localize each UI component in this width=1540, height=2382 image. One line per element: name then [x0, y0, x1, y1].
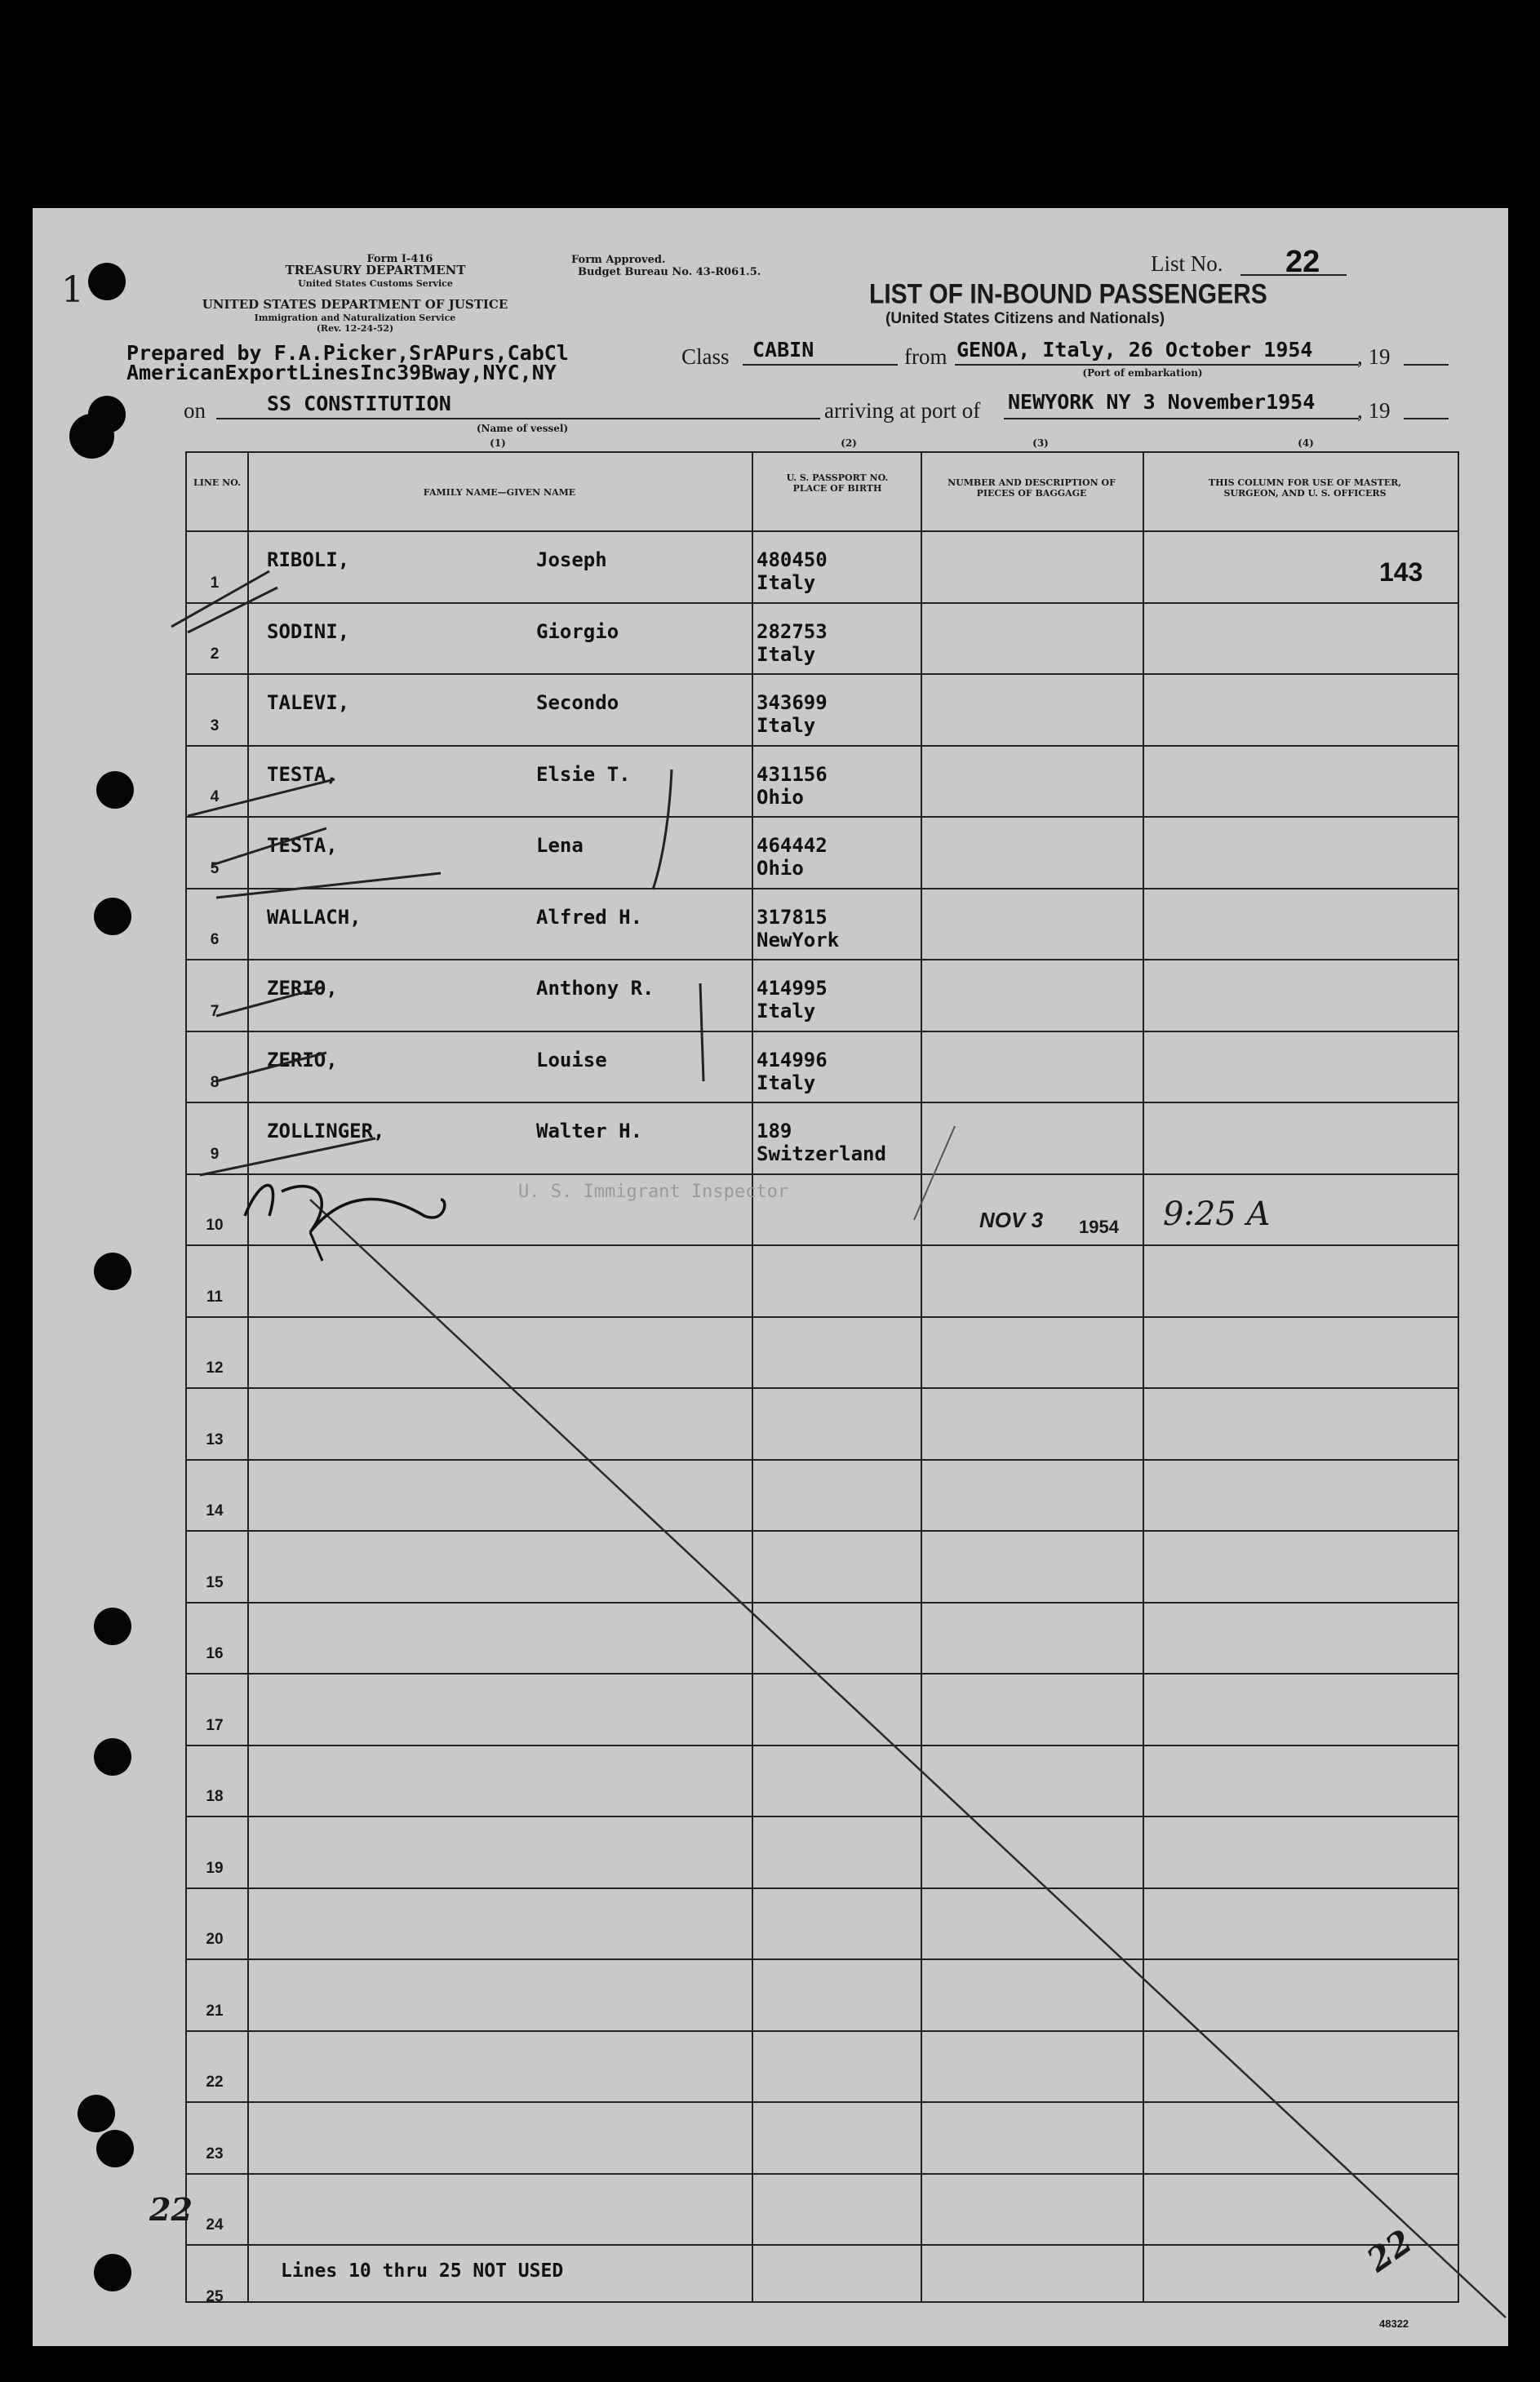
on-label: on	[184, 398, 206, 423]
column-4-number: (4)	[1298, 437, 1314, 449]
page-title: LIST OF IN-BOUND PASSENGERS	[869, 278, 1267, 310]
given-name: Walter H.	[536, 1120, 643, 1142]
page-subtitle: (United States Citizens and Nationals)	[885, 310, 1165, 327]
vessel-caption: (Name of vessel)	[476, 423, 569, 434]
form-number: Form I-416	[366, 253, 433, 265]
line-number: 24	[206, 2216, 224, 2233]
given-name: Joseph	[536, 548, 607, 571]
place-of-birth: Italy	[757, 1000, 816, 1022]
form-approved: Form Approved.	[571, 254, 666, 266]
family-name: ZERIO,	[267, 977, 338, 1000]
family-name: TESTA,	[267, 762, 338, 786]
date-stamp: NOV 3	[979, 1208, 1044, 1232]
header-baggage: NUMBER AND DESCRIPTION OF PIECES OF BAGGAGE	[948, 477, 1116, 499]
line-number: 6	[210, 931, 220, 948]
line-number: 3	[210, 716, 220, 734]
line-number: 5	[210, 859, 220, 877]
family-name: RIBOLI,	[267, 548, 350, 571]
line-number: 10	[206, 1217, 224, 1234]
place-of-birth: Ohio	[757, 785, 804, 809]
binder-hole	[96, 771, 134, 809]
line-number: 22	[206, 2074, 224, 2091]
line-number: 4	[210, 788, 220, 805]
list-no-label: List No.	[1151, 251, 1223, 276]
given-name: Elsie T.	[536, 762, 631, 786]
corner-page-number: 22	[1360, 2222, 1420, 2280]
margin-page-number: 22	[149, 2191, 193, 2228]
binder-hole	[69, 414, 114, 459]
class-label: Class	[681, 344, 730, 369]
line-number: 14	[206, 1502, 224, 1519]
passport-number: 282753	[757, 619, 828, 643]
line-number: 9	[210, 1145, 220, 1163]
place-of-birth: Italy	[757, 642, 816, 666]
line-number: 13	[206, 1431, 224, 1448]
from-label: from	[904, 344, 948, 369]
binder-hole	[96, 2130, 134, 2167]
year-suffix-2: , 19	[1357, 398, 1391, 423]
passenger-table	[185, 451, 1459, 2303]
line-number: 7	[210, 1002, 220, 1020]
column-2-number: (2)	[841, 437, 857, 449]
passport-number: 343699	[757, 691, 828, 714]
line-number: 2	[210, 645, 220, 663]
given-name: Secondo	[536, 691, 619, 714]
passport-number: 464442	[757, 834, 828, 857]
print-number: 48322	[1379, 2318, 1409, 2330]
header-passport: U. S. PASSPORT NO. PLACE OF BIRTH	[786, 472, 889, 494]
budget-bureau: Budget Bureau No. 43-R061.5.	[578, 266, 761, 278]
revision-date: (Rev. 12-24-52)	[316, 323, 394, 334]
family-name: WALLACH,	[267, 905, 362, 929]
date-stamp-year: 1954	[1079, 1217, 1119, 1237]
inspector-stamp: U. S. Immigrant Inspector	[518, 1182, 789, 1202]
place-of-birth: Ohio	[757, 857, 804, 880]
place-of-birth: Switzerland	[757, 1142, 886, 1165]
passport-number: 414995	[757, 977, 828, 1000]
given-name: Lena	[536, 834, 584, 857]
family-name: SODINI,	[267, 619, 350, 643]
given-name: Giorgio	[536, 619, 619, 643]
family-name: ZOLLINGER,	[267, 1120, 385, 1142]
justice-department: UNITED STATES DEPARTMENT OF JUSTICE	[202, 297, 508, 312]
line-number: 8	[210, 1074, 220, 1091]
binder-hole	[94, 1608, 131, 1645]
line-number: 18	[206, 1788, 224, 1805]
line-number: 15	[206, 1573, 224, 1591]
given-name: Anthony R.	[536, 977, 655, 1000]
place-of-birth: Italy	[757, 714, 816, 737]
family-name: TALEVI,	[267, 691, 350, 714]
header-family-name: FAMILY NAME—GIVEN NAME	[423, 487, 576, 498]
margin-mark: 1	[61, 269, 84, 311]
line-number: 25	[206, 2287, 224, 2305]
line-number: 19	[206, 1859, 224, 1877]
line-number: 12	[206, 1360, 224, 1377]
customs-service: United States Customs Service	[298, 278, 453, 289]
year-suffix-1: , 19	[1357, 344, 1391, 369]
time-mark: 9:25 A	[1163, 1195, 1271, 1233]
line-number: 21	[206, 2002, 224, 2020]
family-name: TESTA,	[267, 834, 338, 857]
shipping-company: AmericanExportLinesInc39Bway,NYC,NY	[126, 361, 557, 384]
port-of-embarkation: GENOA, Italy, 26 October 1954	[956, 338, 1313, 362]
binder-hole	[94, 1738, 131, 1776]
header-line-no: LINE NO.	[193, 477, 241, 488]
family-name: ZERIO,	[267, 1048, 338, 1071]
vessel-name: SS CONSTITUTION	[267, 392, 451, 415]
line-number: 17	[206, 1716, 224, 1734]
naturalization-service: Immigration and Naturalization Service	[254, 313, 456, 323]
passport-number: 317815	[757, 905, 828, 929]
list-number: 22	[1285, 245, 1320, 279]
header-officers: THIS COLUMN FOR USE OF MASTER, SURGEON, AND U. S. OFFICERS	[1208, 477, 1402, 499]
line-number: 20	[206, 1931, 224, 1948]
count-mark: 143	[1379, 557, 1423, 587]
not-used-note: Lines 10 thru 25 NOT USED	[281, 2260, 564, 2282]
column-1-number: (1)	[490, 437, 506, 449]
passport-number: 414996	[757, 1048, 828, 1071]
place-of-birth: Italy	[757, 1071, 816, 1094]
binder-hole	[88, 263, 126, 300]
binder-hole	[78, 2095, 115, 2132]
treasury-department: TREASURY DEPARTMENT	[285, 263, 466, 277]
place-of-birth: NewYork	[757, 928, 840, 951]
binder-hole	[94, 1253, 131, 1290]
place-of-birth: Italy	[757, 571, 816, 594]
prepared-by: Prepared by F.A.Picker,SrAPurs,CabCl	[126, 341, 569, 365]
line-number: 23	[206, 2145, 224, 2162]
passport-number: 431156	[757, 762, 828, 786]
binder-hole	[94, 2254, 131, 2291]
line-number: 16	[206, 1645, 224, 1662]
passport-number: 189	[757, 1120, 792, 1142]
given-name: Alfred H.	[536, 905, 643, 929]
embarkation-caption: (Port of embarkation)	[1082, 367, 1203, 379]
binder-hole	[94, 898, 131, 935]
line-number: 11	[206, 1288, 224, 1306]
port-of-arrival: NEWYORK NY 3 November1954	[1008, 390, 1316, 414]
passport-number: 480450	[757, 548, 828, 571]
given-name: Louise	[536, 1048, 607, 1071]
class-value: CABIN	[752, 338, 814, 362]
column-3-number: (3)	[1032, 437, 1049, 449]
line-number: 1	[210, 574, 220, 592]
arriving-label: arriving at port of	[824, 398, 981, 423]
